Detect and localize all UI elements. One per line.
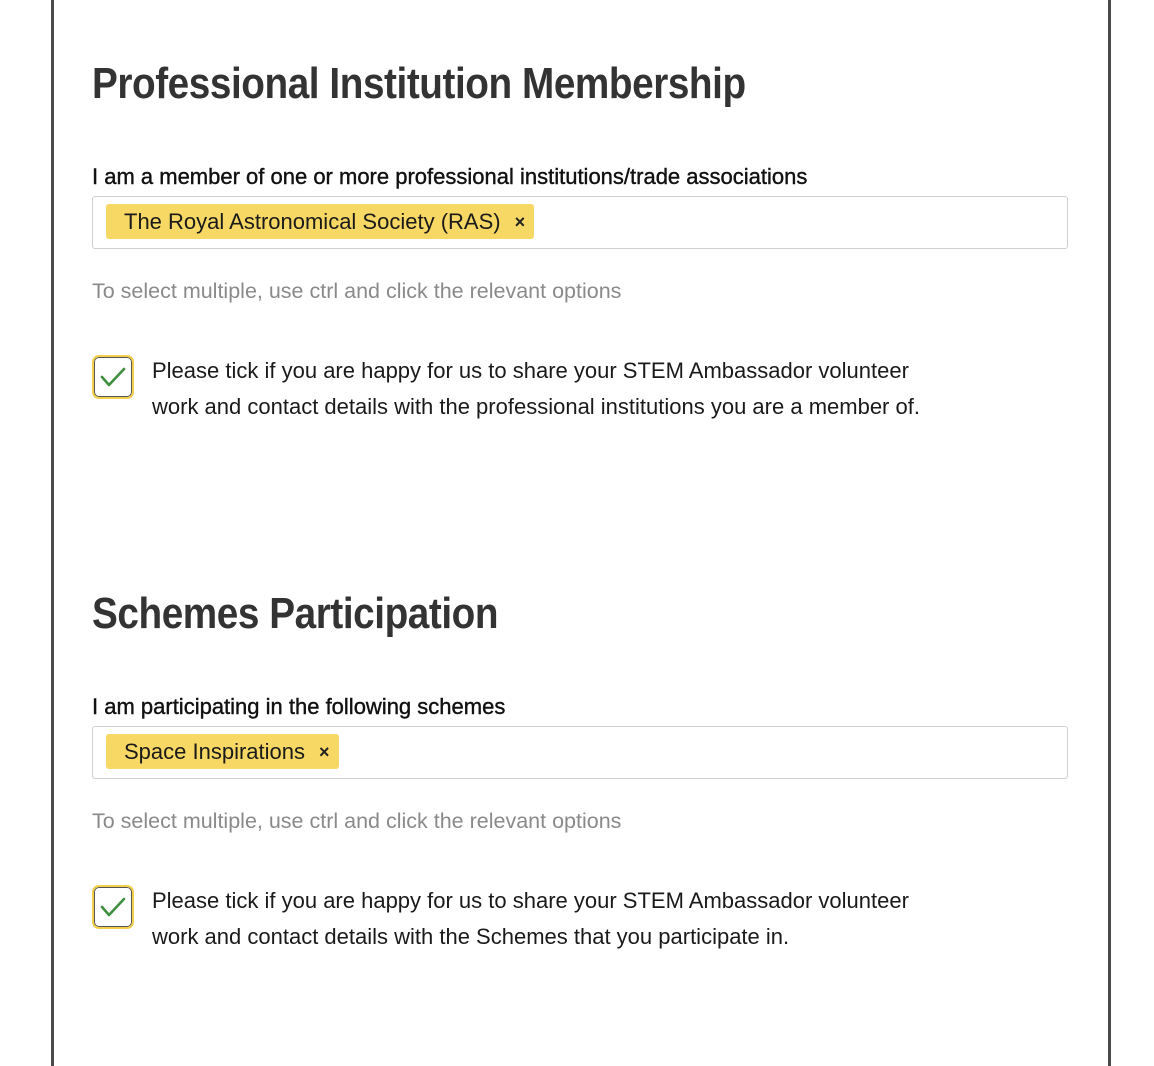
tag-label: Space Inspirations (124, 738, 305, 764)
membership-help-text: To select multiple, use ctrl and click the relevant options (92, 279, 622, 303)
selected-tag-space-inspirations (106, 734, 339, 769)
schemes-consent-checkbox[interactable] (92, 885, 134, 929)
consent-line-2: work and contact details with the Schemes that you participate in. (152, 924, 790, 949)
close-icon[interactable]: × (514, 211, 526, 232)
schemes-section-title: Schemes Participation (92, 589, 499, 638)
check-icon (100, 366, 126, 388)
membership-consent-text (152, 353, 1052, 425)
schemes-consent-text (152, 883, 1052, 955)
consent-line-2: work and contact details with the professional institutions you are a member of. (152, 394, 920, 419)
membership-consent-checkbox[interactable] (92, 355, 134, 399)
schemes-help-text: To select multiple, use ctrl and click the relevant options (92, 809, 622, 833)
schemes-field-label: I am participating in the following schemes (92, 694, 506, 719)
membership-multiselect[interactable] (92, 196, 1068, 249)
consent-line-1: Please tick if you are happy for us to share your STEM Ambassador volunteer (152, 888, 909, 913)
membership-section-title: Professional Institution Membership (92, 59, 746, 108)
selected-tag-ras (106, 204, 534, 239)
tag-label: The Royal Astronomical Society (RAS) (124, 208, 501, 234)
membership-section (92, 57, 1068, 437)
schemes-multiselect[interactable] (92, 726, 1068, 779)
membership-field-label: I am a member of one or more professional institutions/trade associations (92, 164, 808, 189)
close-icon[interactable]: × (319, 741, 330, 762)
consent-line-1: Please tick if you are happy for us to share your STEM Ambassador volunteer (152, 358, 909, 383)
check-icon (100, 896, 126, 918)
schemes-section (92, 587, 1068, 967)
